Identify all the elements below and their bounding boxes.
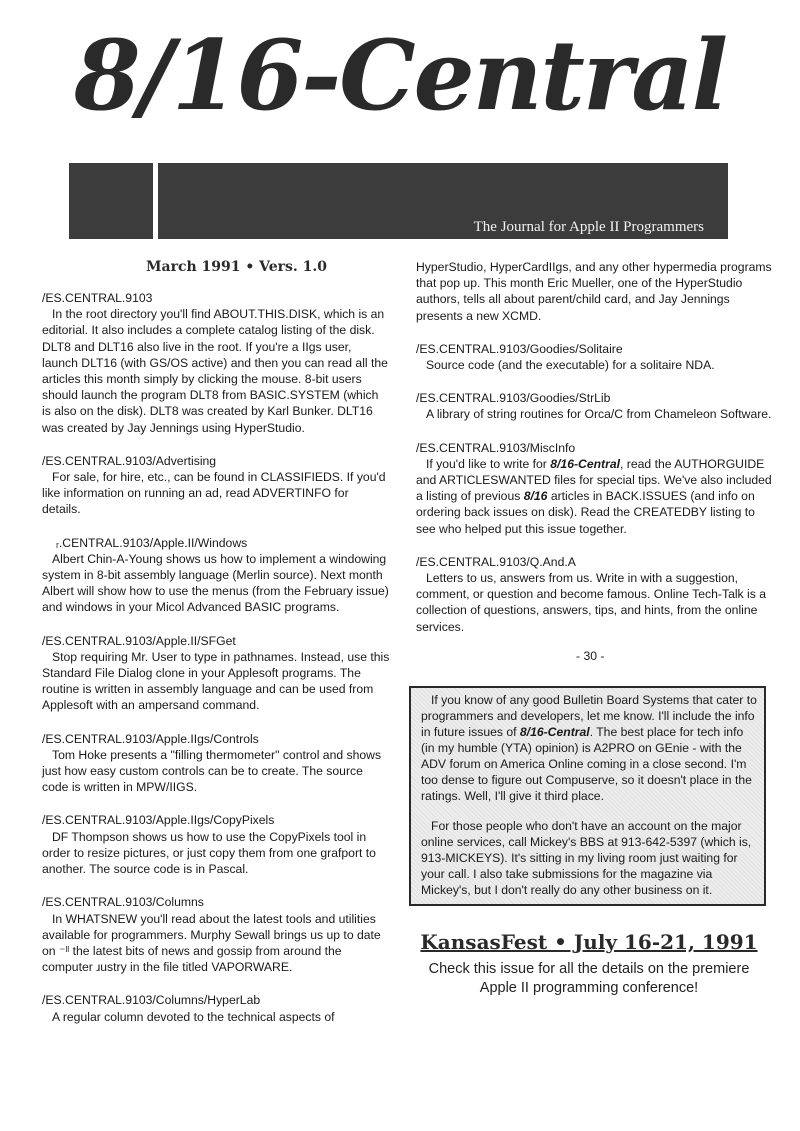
box-text-part: If you know of any good Bulletin Board Systems that cater to programmers and developers, let me know. I'll include the info in future issues of [421, 693, 757, 739]
article-entry [416, 341, 776, 373]
article-entry [42, 731, 390, 796]
article-path: /ES.CENTRAL.9103/Columns/HyperLab [42, 993, 261, 1008]
masthead-bar-left [69, 163, 153, 239]
article-entry [42, 290, 390, 436]
article-entry [416, 390, 776, 422]
article-path: /ES.CENTRAL.9103/Apple.IIgs/CopyPixels [42, 813, 275, 828]
kansasfest-title: KansasFest • July 16-21, 1991 [420, 930, 758, 954]
article-description: Albert Chin-A-Young shows us how to implement a windowing system in 8-bit assembly language (Merlin source). Next month Albert will show how to use the menus (from the February issue) and windows in your Micol Advanced BASIC programs. [42, 551, 389, 615]
masthead-title: 8/16-Central [73, 19, 727, 132]
right-column [416, 259, 776, 652]
article-description: Source code (and the executable) for a solitaire NDA. [426, 358, 715, 373]
journal-name: 8/16-Central [550, 456, 621, 471]
left-column [42, 290, 390, 1042]
kansasfest-text: Check this issue for all the details on the premiere Apple II programming conference! [428, 961, 750, 996]
article-path: /ES.CENTRAL.9103/Goodies/Solitaire [416, 341, 623, 356]
journal-name-short: 8/16 [523, 489, 548, 504]
hyperlab-continued: HyperStudio, HyperCardIIgs, and any other hypermedia programs that pop up. This month Eric Mueller, one of the HyperStudio authors, tells all about parent/child card, and Jay Jennings presents a new XCMD. [416, 260, 772, 323]
article-description: A regular column devoted to the technical aspects of [52, 1009, 335, 1024]
article-entry [42, 633, 390, 714]
article-path: /ES.CENTRAL.9103/Goodies/StrLib [416, 391, 611, 406]
bbs-paragraph [421, 692, 760, 804]
article-description: For sale, for hire, etc., can be found in CLASSIFIEDS. If you'd like information on running an ad, read ADVERTINFO for details. [42, 470, 386, 517]
article-path: /ES.CENTRAL.9103/Columns [42, 895, 204, 910]
article-description: Tom Hoke presents a "filling thermometer" control and shows just how easy custom controls can be to create. The source code is written in MPW/IIGS. [42, 747, 382, 795]
article-description: Stop requiring Mr. User to type in pathnames. Instead, use this Standard File Dialog clone in your Applesoft programs. The routine is written in assembly language and can be used from Applesoft with an ampersand command. [42, 649, 390, 713]
article-entry [416, 554, 776, 635]
article-entry [42, 812, 390, 877]
masthead-tagline: The Journal for Apple II Programmers [473, 219, 704, 235]
desc-part: articles in BACK.ISSUES (and info on ordering back issues on disk). Read the CREATEDBY listing to see who helped put this issue together. [416, 489, 755, 536]
article-entry [42, 453, 390, 518]
article-entry [416, 440, 776, 537]
article-entry [42, 992, 390, 1024]
article-description: DF Thompson shows us how to use the CopyPixels tool in order to resize pictures, or just copy them from one grafport to another. The source code is in Pascal. [42, 829, 376, 877]
desc-part: If you'd like to write for [426, 456, 551, 471]
article-description [416, 456, 776, 537]
article-description: In WHATSNEW you'll read about the latest tools and utilities available for programmers. Murphy Sewall brings us up to date on ⁻ˡˡ the latest bits of news and gossip from around the computer ɹustry in the file titled VAPORWARE. [42, 911, 381, 975]
article-path: /ES.CENTRAL.9103/MiscInfo [416, 440, 576, 455]
article-path: ᵣ.CENTRAL.9103/Apple.II/Windows [56, 535, 248, 550]
box-text-part: . The best place for tech info (in my humble (YTA) opinion) is A2PRO on GEnie - with the ADV forum on America Online coming in a close second. I'm too dense to figure out Compuserve, so it doesn't place in the ratings. Well, I'll give it third place. [421, 725, 752, 803]
article-description: Letters to us, answers from us. Write in with a suggestion, comment, or question and become famous. Online Tech-Talk is a collection of questions, answers, tips, and hints, from the online services. [416, 571, 767, 634]
article-entry [42, 535, 390, 616]
article-path: /ES.CENTRAL.9103/Q.And.A [416, 554, 576, 569]
article-entry [42, 894, 390, 975]
desc-part: , read the AUTHORGUIDE and ARTICLESWANTED files for special tips. We've also included a listing of previous [416, 456, 772, 504]
bbs-info-box [409, 686, 766, 906]
article-path: /ES.CENTRAL.9103/Advertising [42, 453, 217, 468]
article-path: /ES.CENTRAL.9103/Apple.II/SFGet [42, 633, 236, 648]
issue-date: March 1991 • Vers. 1.0 [146, 259, 328, 275]
article-path: /ES.CENTRAL.9103 [42, 291, 153, 305]
article-description: In the root directory you'll find ABOUT.THIS.DISK, which is an editorial. It also includes a complete catalog listing of the disk. DLT8 and DLT16 also live in the root. If you're a IIgs user, launch DLT16 (with GS/OS active) and then you can read all the articles this month simply by clicking the mouse. 8-bit users should launch the program DLT8 from BASIC.SYSTEM (which is also on the disk). DLT8 was created by Karl Bunker. DLT16 was created by Jay Jennings using HyperStudio. [42, 307, 388, 435]
bbs-paragraph: For those people who don't have an account on the major online services, call Mickey's BBS at 913-642-5397 (which is, 913-MICKEYS). It's sitting in my living room just waiting for your call. I also take submissions for the magazine via Mickey's, but I don't really do any other business on it. [421, 819, 752, 897]
page-number: - 30 - [576, 649, 605, 663]
article-path: /ES.CENTRAL.9103/Apple.IIgs/Controls [42, 731, 259, 746]
article-description: A library of string routines for Orca/C from Chameleon Software. [426, 407, 772, 422]
journal-name: 8/16-Central [519, 725, 590, 739]
